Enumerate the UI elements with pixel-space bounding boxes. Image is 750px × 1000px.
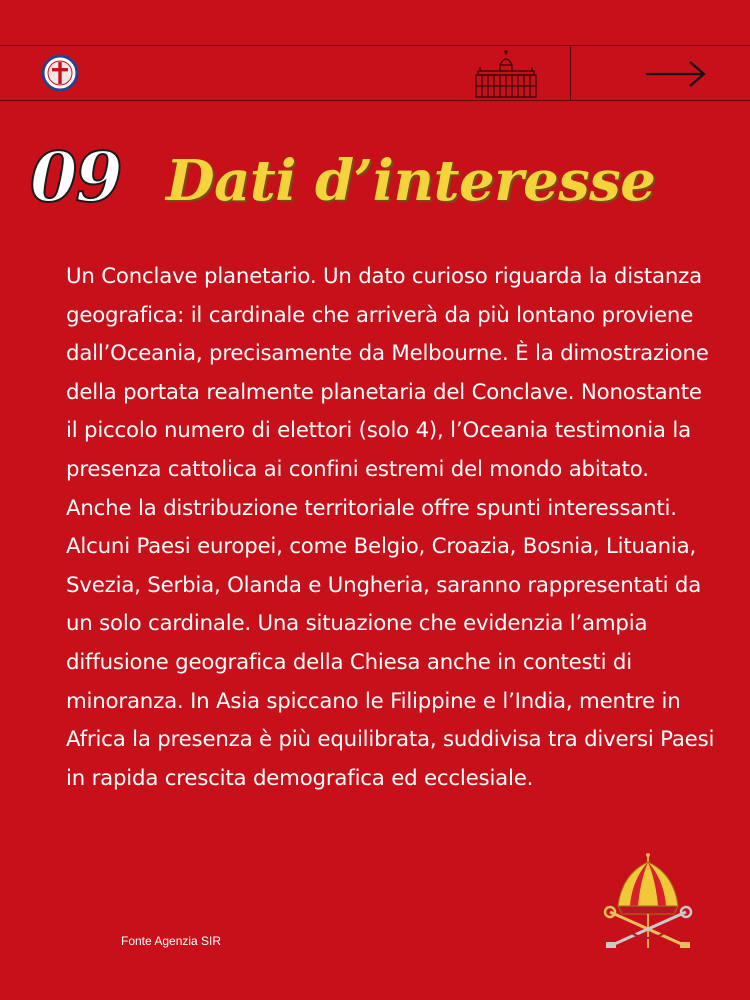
source-credit: Fonte Agenzia SIR: [121, 934, 222, 948]
page-title: [30, 136, 740, 226]
header-divider: [570, 46, 571, 100]
papal-keys-umbraculum-icon: [600, 852, 696, 952]
basilica-icon: [474, 49, 538, 99]
cross-badge-icon[interactable]: [40, 53, 80, 93]
title-text: Dati d’interesse: [166, 148, 656, 214]
section-number: 09: [30, 138, 121, 218]
top-bar: [0, 45, 750, 101]
arrow-right-icon[interactable]: [644, 60, 708, 88]
body-paragraph: Un Conclave planetario. Un dato curioso riguarda la distanza geografica: il cardinale che arriverà da più lontano proviene dall’Oceania, precisamente da Melbourne. È la dimostrazione della portata realmente planetaria del Conclave. Nonostante il piccolo numero di elettori (solo 4), l’Oceania testimonia la presenza cattolica ai confini estremi del mondo abitato. Anche la distribuzione territoriale offre spunti interessanti. Alcuni Paesi europei, come Belgio, Croazia, Bosnia, Lituania, Svezia, Serbia, Olanda e Ungheria, saranno rappresentati da un solo cardinale. Una situazione che evidenzia l’ampia diffusione geografica della Chiesa anche in contesti di minoranza. In Asia spiccano le Filippine e l’India, mentre in Africa la presenza è più equilibrata, suddivisa tra diversi Paesi in rapida crescita demografica ed ecclesiale.: [66, 264, 715, 791]
